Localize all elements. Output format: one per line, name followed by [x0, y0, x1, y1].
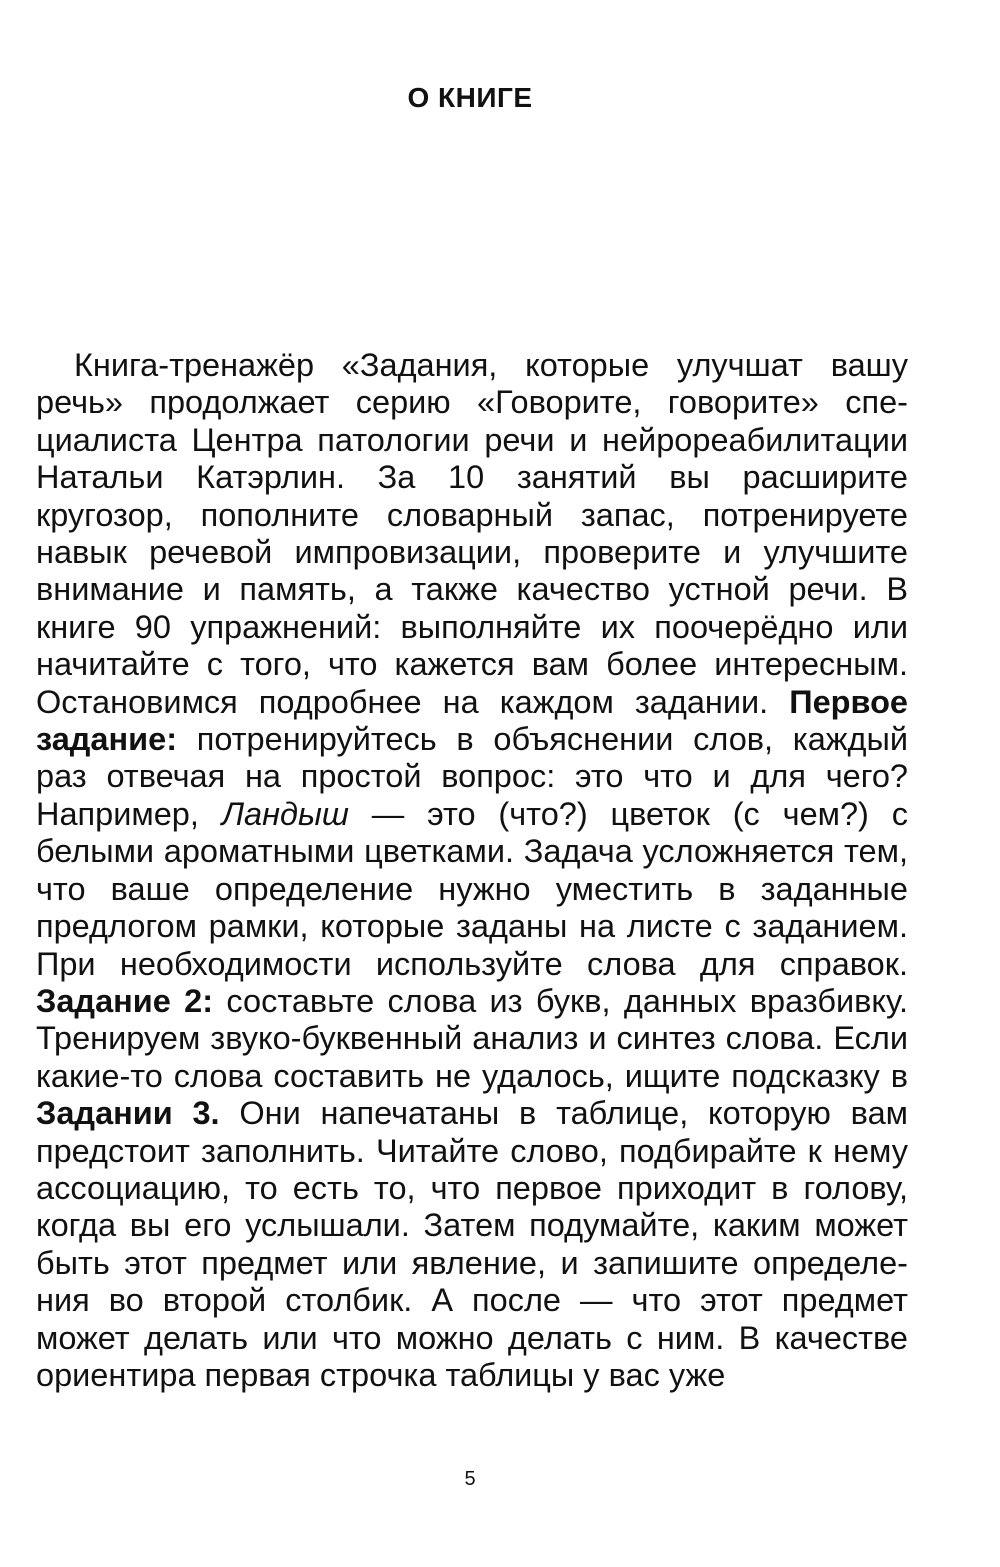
- body-paragraph: [36, 347, 908, 1394]
- text-run: составьте слова из букв, данных вразбивку. Тренируем звуко-буквенный анализ и синтез слова. Если какие-то слова составить не удалось, ищите подсказку в: [36, 982, 908, 1094]
- bold-run-task-1: Первое задание:: [36, 683, 908, 758]
- page-title: О КНИГЕ: [407, 82, 533, 113]
- text-run: Книга-тренажёр «Задания, которые улучшат вашу речь» продолжает серию «Говорите, говорите» специалиста Центра патологии речи и нейрореабилитации Натальи Катэрлин. За 10 занятий вы расширите кругозор, пополните словарный запас, потренируете навык речевой импровизации, проверите и улучшите внимание и память, а также качество устной речи. В книге 90 упражнений: выполняйте их поочерёдно или начитайте с того, что кажется вам более интересным. Остановимся подробнее на каждом задании.: [36, 347, 908, 720]
- bold-run-task-2: Задание 2:: [36, 982, 214, 1019]
- text-run: потренируйтесь в объяснении слов, каждый раз отвечая на простой вопрос: это что и для чего? Например,: [36, 721, 908, 832]
- italic-run-example: Ландыш: [221, 795, 349, 832]
- bold-run-task-3: Задании 3.: [36, 1095, 220, 1132]
- text-run: Они напечатаны в таблице, которую вам предстоит заполнить. Читайте слово, подбирайте к нему ассоциацию, то есть то, что первое приходит в голову, когда вы его услышали. Затем подумайте, каким может быть этот предмет или явление, и запишите определения во второй столбик. А после — что этот предмет может делать или что можно делать с ним. В качестве ориентира первая строчка таблицы у вас уже: [36, 1095, 908, 1393]
- page-number: 5: [464, 1468, 476, 1490]
- text-run: — это (что?) цветок (с чем?) с белыми ароматными цветками. Задача усложняется тем, что ваше определение нужно уместить в заданные предлогом рамки, которые заданы на листе с заданием. При необходимости используйте слова для справок.: [36, 795, 908, 982]
